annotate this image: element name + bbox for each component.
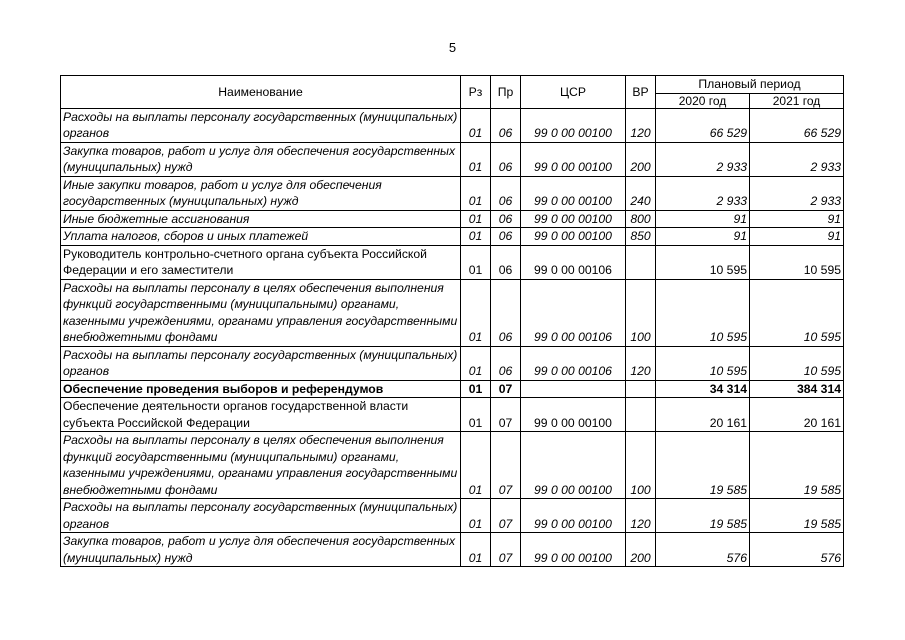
row-csr: 99 0 00 00100 <box>521 432 626 499</box>
row-2021: 2 933 <box>750 142 844 176</box>
row-2020: 34 314 <box>656 380 750 398</box>
page-number: 5 <box>448 40 457 55</box>
row-pr: 06 <box>491 108 521 142</box>
row-name: Закупка товаров, работ и услуг для обеспечения государственных (муниципальных) нужд <box>61 142 461 176</box>
row-csr: 99 0 00 00106 <box>521 245 626 279</box>
row-2020: 66 529 <box>656 108 750 142</box>
row-vr: 200 <box>626 142 656 176</box>
row-vr <box>626 380 656 398</box>
row-2021: 10 595 <box>750 279 844 346</box>
row-rz: 01 <box>461 432 491 499</box>
row-2021: 66 529 <box>750 108 844 142</box>
table-row <box>61 499 844 533</box>
row-vr: 240 <box>626 176 656 210</box>
row-2021: 576 <box>750 533 844 567</box>
row-name: Расходы на выплаты персоналу в целях обеспечения выполнения функций государственными (муниципальными) органами, казенными учреждениями, органами управления государственными внебюджетными фондами <box>61 279 461 346</box>
row-pr: 07 <box>491 432 521 499</box>
row-vr: 850 <box>626 228 656 246</box>
row-2020: 91 <box>656 210 750 228</box>
row-rz: 01 <box>461 245 491 279</box>
row-rz: 01 <box>461 533 491 567</box>
row-vr: 800 <box>626 210 656 228</box>
row-name: Расходы на выплаты персоналу в целях обеспечения выполнения функций государственными (муниципальными) органами, казенными учреждениями, органами управления государственными внебюджетными фондами <box>61 432 461 499</box>
header-vr: ВР <box>626 76 656 109</box>
row-pr: 07 <box>491 398 521 432</box>
row-rz: 01 <box>461 228 491 246</box>
row-csr: 99 0 00 00100 <box>521 228 626 246</box>
table-row <box>61 142 844 176</box>
row-2020: 2 933 <box>656 142 750 176</box>
row-csr: 99 0 00 00100 <box>521 499 626 533</box>
row-2021: 2 933 <box>750 176 844 210</box>
row-2021: 10 595 <box>750 346 844 380</box>
row-csr: 99 0 00 00100 <box>521 108 626 142</box>
table-row <box>61 245 844 279</box>
row-name: Расходы на выплаты персоналу государственных (муниципальных) органов <box>61 499 461 533</box>
row-name: Иные закупки товаров, работ и услуг для обеспечения государственных (муниципальных) нужд <box>61 176 461 210</box>
row-2020: 19 585 <box>656 432 750 499</box>
row-pr: 07 <box>491 533 521 567</box>
row-2020: 19 585 <box>656 499 750 533</box>
row-2020: 10 595 <box>656 346 750 380</box>
row-vr: 120 <box>626 108 656 142</box>
row-vr: 120 <box>626 346 656 380</box>
row-2020: 20 161 <box>656 398 750 432</box>
row-csr: 99 0 00 00106 <box>521 279 626 346</box>
table-row <box>61 346 844 380</box>
row-rz: 01 <box>461 210 491 228</box>
table-row <box>61 228 844 246</box>
header-year-2020: 2020 год <box>656 93 750 108</box>
row-name: Руководитель контрольно-счетного органа субъекта Российской Федерации и его заместители <box>61 245 461 279</box>
header-pr: Пр <box>491 76 521 109</box>
row-pr: 06 <box>491 210 521 228</box>
row-csr: 99 0 00 00100 <box>521 210 626 228</box>
row-vr: 120 <box>626 499 656 533</box>
row-vr: 100 <box>626 432 656 499</box>
row-pr: 06 <box>491 228 521 246</box>
row-2020: 10 595 <box>656 279 750 346</box>
row-pr: 06 <box>491 245 521 279</box>
header-year-2021: 2021 год <box>750 93 844 108</box>
row-2021: 384 314 <box>750 380 844 398</box>
header-name: Наименование <box>61 76 461 109</box>
row-name: Обеспечение проведения выборов и референдумов <box>61 380 461 398</box>
row-rz: 01 <box>461 142 491 176</box>
table-row <box>61 279 844 346</box>
row-pr: 06 <box>491 346 521 380</box>
row-pr: 06 <box>491 142 521 176</box>
row-2020: 2 933 <box>656 176 750 210</box>
row-name: Расходы на выплаты персоналу государственных (муниципальных) органов <box>61 346 461 380</box>
header-rz: Рз <box>461 76 491 109</box>
header-plan-period: Плановый период <box>656 76 844 94</box>
row-csr: 99 0 00 00106 <box>521 346 626 380</box>
row-rz: 01 <box>461 279 491 346</box>
row-vr: 100 <box>626 279 656 346</box>
row-name: Обеспечение деятельности органов государственной власти субъекта Российской Федерации <box>61 398 461 432</box>
row-rz: 01 <box>461 380 491 398</box>
row-rz: 01 <box>461 346 491 380</box>
row-vr: 200 <box>626 533 656 567</box>
row-2020: 91 <box>656 228 750 246</box>
row-pr: 06 <box>491 279 521 346</box>
table-row <box>61 176 844 210</box>
row-name: Уплата налогов, сборов и иных платежей <box>61 228 461 246</box>
table-row <box>61 380 844 398</box>
row-csr <box>521 380 626 398</box>
row-name: Иные бюджетные ассигнования <box>61 210 461 228</box>
row-pr: 07 <box>491 499 521 533</box>
row-pr: 06 <box>491 176 521 210</box>
row-2021: 20 161 <box>750 398 844 432</box>
header-csr: ЦСР <box>521 76 626 109</box>
row-rz: 01 <box>461 398 491 432</box>
row-csr: 99 0 00 00100 <box>521 533 626 567</box>
table-row <box>61 108 844 142</box>
budget-table <box>60 75 844 567</box>
row-name: Закупка товаров, работ и услуг для обеспечения государственных (муниципальных) нужд <box>61 533 461 567</box>
row-rz: 01 <box>461 108 491 142</box>
row-2021: 19 585 <box>750 499 844 533</box>
row-2021: 10 595 <box>750 245 844 279</box>
table-row <box>61 432 844 499</box>
table-row <box>61 398 844 432</box>
row-csr: 99 0 00 00100 <box>521 176 626 210</box>
table-row <box>61 533 844 567</box>
row-name: Расходы на выплаты персоналу государственных (муниципальных) органов <box>61 108 461 142</box>
row-2020: 576 <box>656 533 750 567</box>
row-pr: 07 <box>491 380 521 398</box>
row-vr <box>626 398 656 432</box>
row-rz: 01 <box>461 176 491 210</box>
row-rz: 01 <box>461 499 491 533</box>
row-2021: 91 <box>750 228 844 246</box>
row-csr: 99 0 00 00100 <box>521 142 626 176</box>
row-vr <box>626 245 656 279</box>
row-2021: 91 <box>750 210 844 228</box>
row-2020: 10 595 <box>656 245 750 279</box>
table-row <box>61 210 844 228</box>
row-2021: 19 585 <box>750 432 844 499</box>
row-csr: 99 0 00 00100 <box>521 398 626 432</box>
